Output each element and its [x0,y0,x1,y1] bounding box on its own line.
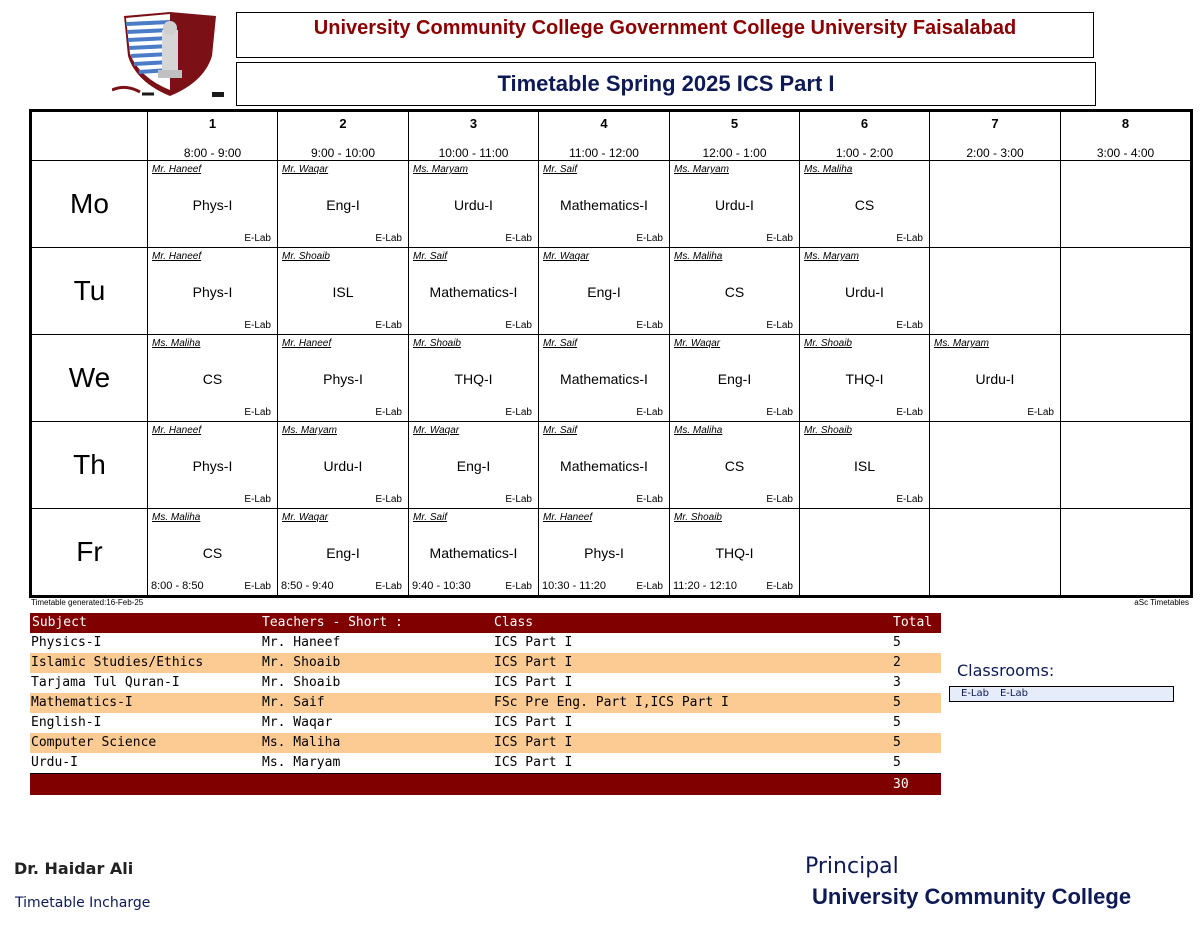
lesson-cell [148,161,278,248]
lesson-room: E-Lab [766,320,793,331]
period-number: 6 [860,116,869,131]
lesson-teacher: Mr. Haneef [152,251,202,262]
summary-total-value: 30 [892,774,941,796]
period-number: 3 [469,116,478,131]
lesson-room: E-Lab [766,233,793,244]
day-label: Th [31,422,148,509]
summary-cell: Islamic Studies/Ethics [30,653,261,673]
lesson-cell [930,248,1061,335]
classrooms-label: Classrooms: [957,661,1055,680]
lesson-cell [539,248,670,335]
lesson-teacher: Ms. Maryam [804,251,859,262]
summary-cell: Ms. Maryam [262,755,341,770]
lesson-cell [148,422,278,509]
timetable-grid [29,109,1193,598]
lesson-cell [800,335,930,422]
lesson-cell [930,161,1061,248]
lesson-cell [800,248,930,335]
lesson-cell [670,509,800,597]
lesson-subject: Mathematics-I [560,197,648,213]
lesson-cell [800,422,930,509]
lesson-cell [1061,248,1192,335]
incharge-title: Timetable Incharge [15,895,151,911]
lesson-cell [800,509,930,597]
day-row [31,422,1192,509]
period-time: 8:00 - 9:00 [183,146,242,160]
lesson-teacher: Mr. Haneef [152,164,202,175]
software-brand: aSc Timetables [1134,598,1189,607]
period-header [148,111,278,161]
summary-row [30,753,941,774]
lesson-subject: CS [724,284,745,300]
period-header [670,111,800,161]
day-row [31,335,1192,422]
summary-cell: Mr. Saif [261,693,493,713]
lesson-subject: Urdu-I [323,458,363,474]
summary-row [30,673,941,693]
college-crest-logo [112,10,228,98]
lesson-cell [148,509,278,597]
summary-cell: Mathematics-I [30,693,261,713]
incharge-name: Dr. Haidar Ali [14,859,134,878]
lesson-subject: Eng-I [326,197,360,213]
lesson-teacher: Mr. Waqar [282,164,329,175]
lesson-room: E-Lab [896,407,923,418]
lesson-cell [278,509,409,597]
summary-cell: ICS Part I [493,653,892,673]
period-header [800,111,930,161]
principal-org: University Community College [812,884,1132,909]
lesson-cell [148,335,278,422]
summary-cell: 2 [892,653,941,673]
lesson-teacher: Ms. Maliha [152,338,201,349]
lesson-room: E-Lab [375,407,402,418]
lesson-subject: Mathematics-I [560,371,648,387]
lesson-teacher: Mr. Saif [543,338,578,349]
lesson-teacher: Mr. Shoaib [674,512,722,523]
lesson-room: E-Lab [505,494,532,505]
summary-cell: ICS Part I [494,635,573,650]
lesson-room: E-Lab [636,581,663,592]
lesson-subject: ISL [332,284,354,300]
summary-cell: Urdu-I [31,755,78,770]
institution-title: University Community College Government College University Faisalabad [236,12,1094,58]
summary-cell: 5 [893,755,901,770]
lesson-cell [409,161,539,248]
lesson-teacher: Mr. Shoaib [282,251,330,262]
lesson-cell [1061,509,1192,597]
lesson-cell [409,509,539,597]
summary-cell: Physics-I [31,635,102,650]
summary-total-spacer [261,774,493,796]
period-time: 12:00 - 1:00 [702,146,767,160]
lesson-cell [409,335,539,422]
lesson-room: E-Lab [896,320,923,331]
lesson-room: E-Lab [375,320,402,331]
period-header [1061,111,1192,161]
lesson-cell [670,161,800,248]
lesson-room: E-Lab [244,320,271,331]
lesson-room: E-Lab [505,581,532,592]
principal-title: Principal [805,854,899,879]
summary-cell: 5 [892,693,941,713]
lesson-cell [539,335,670,422]
lesson-room: E-Lab [636,320,663,331]
lesson-teacher: Mr. Shoaib [804,425,852,436]
lesson-teacher: Mr. Waqar [543,251,590,262]
summary-header-cell: Subject [30,613,261,633]
period-time: 9:00 - 10:00 [310,146,376,160]
lesson-subject: Urdu-I [845,284,884,300]
lesson-teacher: Ms. Maryam [674,164,729,175]
lesson-cell [670,422,800,509]
summary-cell: 5 [893,635,901,650]
lesson-cell [148,248,278,335]
lesson-cell [278,335,409,422]
period-time: 3:00 - 4:00 [1096,146,1155,160]
day-label: We [31,335,148,422]
period-number: 7 [991,116,999,131]
lesson-room: E-Lab [766,494,793,505]
lesson-room: E-Lab [244,233,271,244]
corner-cell [31,111,148,161]
lesson-teacher: Mr. Saif [543,164,578,175]
lesson-time: 8:00 - 8:50 [151,580,204,592]
lesson-subject: Urdu-I [975,371,1015,387]
lesson-subject: Phys-I [584,545,624,561]
summary-header-cell: Teachers - Short : [261,613,493,633]
lesson-subject: Eng-I [587,284,621,300]
lesson-room: E-Lab [505,407,532,418]
lesson-room: E-Lab [766,407,793,418]
summary-cell: Ms. Maliha [261,733,493,753]
lesson-cell [539,161,670,248]
timetable-title: Timetable Spring 2025 ICS Part I [236,62,1096,106]
subject-summary-table [30,613,941,795]
day-row [31,248,1192,335]
lesson-teacher: Ms. Maryam [282,425,337,436]
lesson-room: E-Lab [375,581,402,592]
summary-total-spacer [493,774,892,796]
summary-cell: English-I [31,715,102,730]
summary-header-cell: Class [493,613,892,633]
lesson-teacher: Mr. Saif [413,251,448,262]
lesson-teacher: Mr. Waqar [282,512,329,523]
lesson-teacher: Mr. Shoaib [413,338,461,349]
lesson-cell [409,248,539,335]
lesson-teacher: Mr. Waqar [413,425,460,436]
lesson-cell [670,335,800,422]
summary-cell: ICS Part I [494,755,573,770]
lesson-teacher: Mr. Shoaib [804,338,852,349]
lesson-subject: Phys-I [192,197,233,213]
classrooms-list [949,686,1174,702]
lesson-teacher: Ms. Maliha [674,251,723,262]
generated-note: Timetable generated:16-Feb-25 [31,598,144,607]
summary-cell: Mr. Waqar [262,715,333,730]
lesson-time: 10:30 - 11:20 [542,580,607,592]
period-number: 5 [730,116,739,131]
summary-cell: 5 [892,733,941,753]
period-number: 4 [600,116,608,131]
lesson-teacher: Ms. Maryam [934,338,989,349]
period-time: 11:00 - 12:00 [569,146,639,160]
lesson-subject: Mathematics-I [560,458,648,474]
summary-cell: 3 [893,675,901,690]
lesson-subject: THQ-I [454,371,493,387]
lesson-room: E-Lab [244,407,271,418]
lesson-room: E-Lab [244,581,271,592]
classroom-item: E-Lab [961,688,989,699]
lesson-subject: Eng-I [717,371,752,387]
lesson-subject: CS [854,197,875,213]
lesson-teacher: Mr. Haneef [543,512,593,523]
day-row [31,509,1192,597]
lesson-room: E-Lab [244,494,271,505]
lesson-cell [800,161,930,248]
classroom-item: E-Lab [999,688,1028,699]
period-number: 2 [339,116,347,131]
lesson-teacher: Ms. Maliha [804,164,853,175]
lesson-cell [539,422,670,509]
lesson-subject: Eng-I [326,545,360,561]
lesson-subject: Mathematics-I [429,545,518,561]
summary-total-spacer [30,774,261,796]
lesson-teacher: Ms. Maliha [674,425,723,436]
lesson-teacher: Mr. Saif [413,512,448,523]
lesson-teacher: Mr. Haneef [152,425,202,436]
summary-row [30,733,941,753]
lesson-subject: Phys-I [192,284,233,300]
lesson-room: E-Lab [896,494,923,505]
lesson-subject: Urdu-I [454,197,493,213]
lesson-room: E-Lab [505,233,532,244]
summary-cell: Mr. Haneef [262,635,341,650]
lesson-room: E-Lab [766,581,793,592]
lesson-cell [409,422,539,509]
lesson-subject: ISL [853,458,875,474]
day-label: Mo [31,161,148,248]
lesson-cell [930,422,1061,509]
summary-cell: FSc Pre Eng. Part I,ICS Part I [493,693,892,713]
lesson-room: E-Lab [375,233,402,244]
lesson-teacher: Mr. Waqar [674,338,721,349]
lesson-room: E-Lab [896,233,923,244]
summary-row [30,713,941,733]
lesson-room: E-Lab [636,494,663,505]
lesson-teacher: Ms. Maliha [152,512,201,523]
summary-cell: Mr. Shoaib [261,653,493,673]
period-time: 10:00 - 11:00 [438,146,509,160]
lesson-cell [1061,422,1192,509]
lesson-cell [930,509,1061,597]
lesson-teacher: Mr. Saif [543,425,578,436]
lesson-room: E-Lab [505,320,532,331]
lesson-subject: THQ-I [845,371,884,387]
lesson-subject: Mathematics-I [429,284,518,300]
lesson-cell [1061,161,1192,248]
lesson-subject: Urdu-I [715,197,754,213]
period-header [409,111,539,161]
lesson-cell [670,248,800,335]
summary-cell: ICS Part I [494,715,573,730]
day-row [31,161,1192,248]
lesson-room: E-Lab [375,494,402,505]
lesson-subject: CS [202,371,223,387]
lesson-room: E-Lab [636,233,663,244]
lesson-cell [930,335,1061,422]
lesson-time: 8:50 - 9:40 [281,580,334,592]
lesson-time: 11:20 - 12:10 [673,580,738,592]
lesson-subject: THQ-I [715,545,754,561]
summary-cell: Mr. Shoaib [262,675,341,690]
summary-header-cell: Total [892,613,941,633]
summary-cell: ICS Part I [494,675,573,690]
lesson-subject: Phys-I [192,458,233,474]
period-header [539,111,670,161]
period-header [930,111,1061,161]
summary-cell: Tarjama Tul Quran-I [31,675,180,690]
lesson-subject: CS [724,458,745,474]
lesson-room: E-Lab [636,407,663,418]
lesson-time: 9:40 - 10:30 [412,580,471,592]
lesson-subject: Phys-I [323,371,363,387]
summary-row [30,653,941,673]
lesson-subject: Eng-I [456,458,491,474]
period-time: 2:00 - 3:00 [966,146,1024,160]
lesson-cell [278,422,409,509]
period-time: 1:00 - 2:00 [835,146,894,160]
lesson-subject: CS [202,545,223,561]
summary-row [30,633,941,653]
summary-cell: 5 [893,715,901,730]
lesson-teacher: Mr. Haneef [282,338,332,349]
lesson-room: E-Lab [1027,407,1054,418]
summary-cell: ICS Part I [493,733,892,753]
summary-row [30,693,941,713]
lesson-teacher: Ms. Maryam [413,164,468,175]
day-label: Tu [31,248,148,335]
period-number: 8 [1121,116,1130,131]
day-label: Fr [31,509,148,597]
lesson-cell [539,509,670,597]
lesson-cell [278,248,409,335]
period-number: 1 [208,116,217,131]
lesson-cell [1061,335,1192,422]
period-header [278,111,409,161]
summary-cell: Computer Science [30,733,261,753]
lesson-cell [278,161,409,248]
